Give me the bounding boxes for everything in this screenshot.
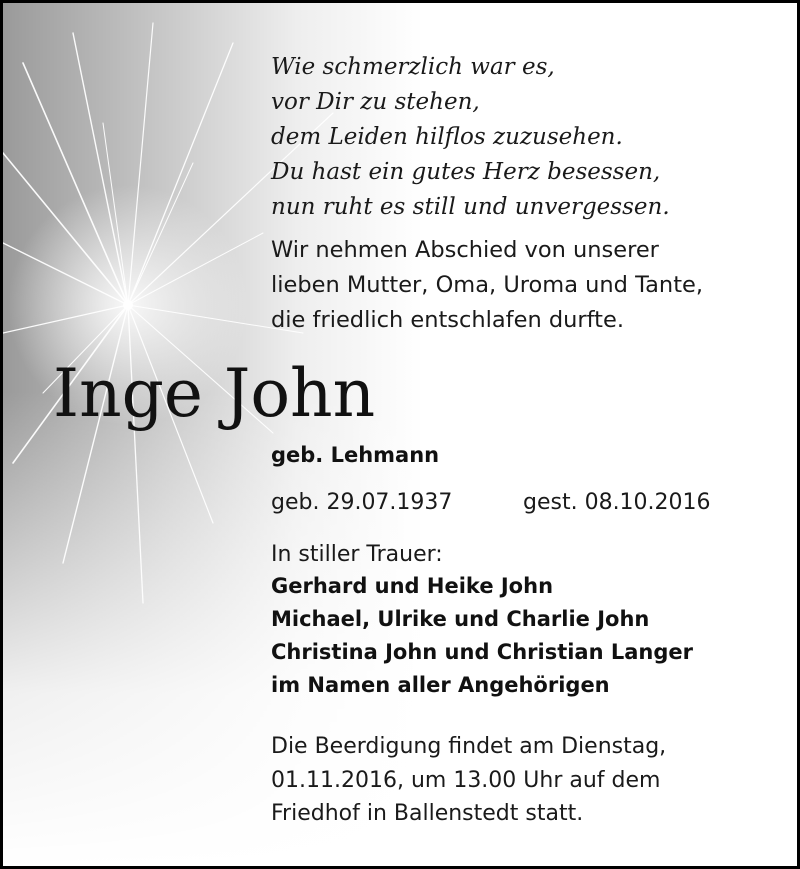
maiden-name: geb. Lehmann <box>271 443 440 467</box>
farewell-line: lieben Mutter, Oma, Uroma und Tante, <box>271 272 704 298</box>
poem <box>271 50 670 225</box>
death-date: gest. 08.10.2016 <box>523 490 711 515</box>
mourners-list <box>271 570 693 702</box>
poem-line: vor Dir zu stehen, <box>271 89 480 115</box>
farewell-line: Wir nehmen Abschied von unserer <box>271 237 659 263</box>
mourner-line: im Namen aller Angehörigen <box>271 673 610 697</box>
funeral-line: Friedhof in Ballenstedt statt. <box>271 801 584 826</box>
farewell-line: die friedlich entschlafen durfte. <box>271 307 624 333</box>
poem-line: dem Leiden hilflos zuzusehen. <box>271 124 623 150</box>
farewell-text <box>271 233 703 338</box>
mourning-heading: In stiller Trauer: <box>271 542 443 567</box>
poem-line: nun ruht es still und unvergessen. <box>271 194 670 220</box>
mourner-line: Michael, Ulrike und Charlie John <box>271 607 650 631</box>
deceased-name: Inge John <box>53 355 376 432</box>
poem-line: Du hast ein gutes Herz besessen, <box>271 159 661 185</box>
mourner-line: Christina John und Christian Langer <box>271 640 693 664</box>
funeral-line: Die Beerdigung findet am Dienstag, <box>271 734 667 759</box>
funeral-line: 01.11.2016, um 13.00 Uhr auf dem <box>271 767 661 793</box>
funeral-notice <box>271 730 666 831</box>
birth-date: geb. 29.07.1937 <box>271 490 453 515</box>
poem-line: Wie schmerzlich war es, <box>271 54 555 80</box>
mourner-line: Gerhard und Heike John <box>271 574 554 598</box>
